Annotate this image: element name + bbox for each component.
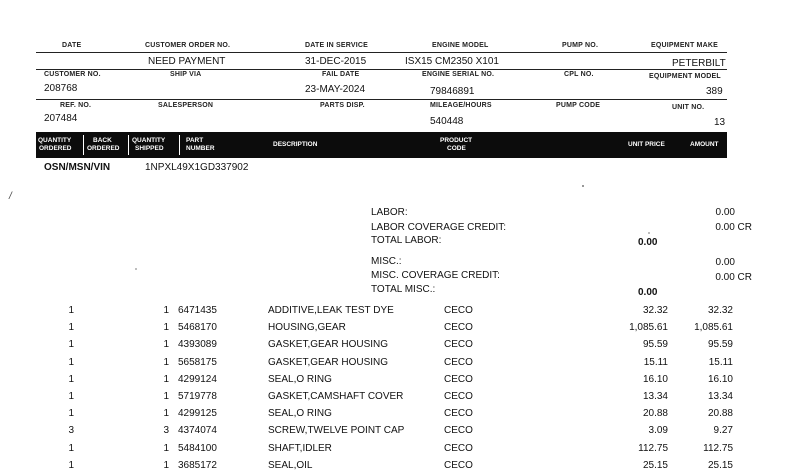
- col-part-number-line1: PART: [186, 137, 204, 144]
- item-description: ADDITIVE,LEAK TEST DYE: [268, 305, 394, 316]
- item-product-code: CECO: [444, 339, 473, 351]
- col-amount: AMOUNT: [690, 141, 719, 148]
- item-description: HOUSING,GEAR: [268, 322, 346, 334]
- osn-value: 1NPXL49X1GD337902: [145, 162, 249, 173]
- item-unit-price: 25.15: [642, 459, 668, 471]
- item-unit-price: 15.11: [643, 356, 668, 368]
- stray-mark: /: [9, 191, 12, 202]
- item-amount: 112.75: [703, 442, 733, 454]
- mileage-value: 540448: [430, 116, 464, 127]
- scan-speck: [648, 232, 650, 234]
- total-labor-label: TOTAL LABOR:: [371, 235, 442, 246]
- pump-no-label: PUMP NO.: [562, 42, 599, 49]
- item-description: GASKET,GEAR HOUSING: [268, 339, 389, 351]
- customer-no-value: 208768: [44, 83, 78, 94]
- col-back-ordered-line1: BACK: [93, 137, 112, 144]
- scan-speck: [582, 185, 584, 187]
- item-product-code: CECO: [444, 442, 473, 454]
- item-qty-ordered: 1: [68, 356, 74, 368]
- item-qty-ordered: 1: [68, 391, 74, 402]
- item-unit-price: 13.34: [642, 391, 668, 402]
- item-unit-price: 1,085.61: [629, 322, 668, 334]
- item-part-number: 4393089: [178, 339, 217, 351]
- pump-code-label: PUMP CODE: [556, 102, 601, 109]
- item-unit-price: 95.59: [642, 339, 668, 351]
- item-amount: 16.10: [707, 373, 733, 385]
- item-qty-ordered: 1: [68, 339, 74, 351]
- item-product-code: CECO: [444, 391, 473, 402]
- unit-no-label: UNIT NO.: [672, 104, 705, 111]
- equipment-make-value: PETERBILT: [672, 58, 726, 69]
- ref-no-value: 207484: [44, 113, 78, 124]
- customer-order-label: CUSTOMER ORDER NO.: [145, 42, 231, 49]
- equipment-model-value: 389: [706, 86, 723, 97]
- ref-no-label: REF. NO.: [60, 102, 92, 109]
- col-qty-ordered-line2: ORDERED: [39, 145, 72, 152]
- scan-speck: [135, 268, 137, 270]
- header-top-rule: [36, 52, 727, 53]
- column-header-bar: [36, 132, 727, 158]
- header-row2-rule: [36, 69, 727, 70]
- item-product-code: CECO: [444, 459, 473, 471]
- labor-credit-label: LABOR COVERAGE CREDIT:: [371, 222, 507, 233]
- item-part-number: 5719778: [178, 391, 217, 402]
- item-qty-shipped: 1: [163, 391, 169, 402]
- header-row3-rule: [36, 99, 727, 100]
- item-product-code: CECO: [444, 408, 473, 420]
- item-amount: 25.15: [707, 459, 733, 471]
- col-back-ordered-line2: ORDERED: [87, 145, 120, 152]
- engine-serial-value: 79846891: [430, 86, 475, 97]
- item-unit-price: 112.75: [638, 442, 668, 454]
- item-description: SEAL,OIL: [268, 459, 313, 471]
- item-amount: 15.11: [708, 356, 733, 368]
- item-description: SCREW,TWELVE POINT CAP: [268, 425, 405, 437]
- item-qty-ordered: 1: [68, 442, 74, 454]
- date-in-service-value: 31-DEC-2015: [305, 56, 367, 67]
- item-description: SEAL,O RING: [268, 408, 332, 420]
- misc-label: MISC.:: [371, 256, 402, 267]
- col-separator: [83, 135, 84, 155]
- date-in-service-label: DATE IN SERVICE: [305, 42, 369, 49]
- item-part-number: 4299124: [178, 373, 217, 385]
- item-amount: 32.32: [707, 305, 733, 316]
- col-qty-ordered-line1: QUANTITY: [38, 137, 72, 144]
- item-product-code: CECO: [444, 322, 473, 334]
- item-product-code: CECO: [444, 305, 473, 316]
- total-misc-value: 0.00: [638, 287, 658, 298]
- date-label: DATE: [62, 42, 82, 49]
- mileage-label: MILEAGE/HOURS: [430, 102, 492, 109]
- item-product-code: CECO: [444, 356, 473, 368]
- engine-serial-label: ENGINE SERIAL NO.: [422, 71, 495, 78]
- item-product-code: CECO: [444, 373, 473, 385]
- item-product-code: CECO: [444, 425, 473, 437]
- osn-label: OSN/MSN/VIN: [44, 162, 111, 173]
- cpl-no-label: CPL NO.: [564, 71, 594, 78]
- item-part-number: 3685172: [178, 459, 217, 471]
- misc-credit-value: 0.00 CR: [715, 272, 752, 283]
- equipment-model-label: EQUIPMENT MODEL: [649, 73, 721, 80]
- item-qty-shipped: 1: [163, 356, 169, 368]
- fail-date-value: 23-MAY-2024: [305, 84, 366, 95]
- item-qty-ordered: 1: [68, 459, 74, 471]
- labor-credit-value: 0.00 CR: [715, 222, 752, 233]
- item-qty-shipped: 1: [163, 459, 169, 471]
- col-separator: [179, 135, 180, 155]
- parts-disp-label: PARTS DISP.: [320, 102, 365, 109]
- item-qty-ordered: 3: [68, 425, 74, 437]
- item-amount: 20.88: [707, 408, 733, 420]
- item-part-number: 5658175: [178, 356, 217, 368]
- customer-order-value: NEED PAYMENT: [148, 56, 226, 67]
- labor-value: 0.00: [715, 207, 735, 218]
- misc-credit-label: MISC. COVERAGE CREDIT:: [371, 270, 500, 281]
- item-part-number: 5484100: [178, 442, 217, 454]
- item-description: SEAL,O RING: [268, 373, 332, 385]
- item-qty-shipped: 1: [163, 339, 169, 351]
- total-labor-value: 0.00: [638, 237, 658, 248]
- item-amount: 9.27: [713, 425, 733, 437]
- item-description: GASKET,GEAR HOUSING: [268, 356, 389, 368]
- ship-via-label: SHIP VIA: [170, 71, 202, 78]
- fail-date-label: FAIL DATE: [322, 71, 360, 78]
- item-qty-shipped: 1: [163, 373, 169, 385]
- item-unit-price: 3.09: [648, 425, 668, 437]
- total-misc-label: TOTAL MISC.:: [371, 284, 436, 295]
- item-qty-ordered: 1: [68, 373, 74, 385]
- item-part-number: 4299125: [178, 408, 217, 420]
- item-qty-ordered: 1: [68, 322, 74, 334]
- item-unit-price: 20.88: [642, 408, 668, 420]
- item-unit-price: 16.10: [642, 373, 668, 385]
- item-amount: 95.59: [707, 339, 733, 351]
- item-qty-shipped: 1: [163, 322, 169, 334]
- unit-no-value: 13: [714, 117, 726, 128]
- engine-model-value: ISX15 CM2350 X101: [405, 56, 499, 67]
- item-qty-ordered: 1: [68, 305, 74, 316]
- col-product-code-line2: CODE: [447, 145, 466, 152]
- item-description: SHAFT,IDLER: [268, 442, 332, 454]
- misc-value: 0.00: [715, 257, 735, 268]
- equipment-make-label: EQUIPMENT MAKE: [651, 42, 718, 49]
- col-qty-shipped-line2: SHIPPED: [135, 145, 164, 152]
- item-qty-ordered: 1: [68, 408, 74, 420]
- item-qty-shipped: 1: [163, 408, 169, 420]
- item-unit-price: 32.32: [642, 305, 668, 316]
- item-part-number: 6471435: [178, 305, 217, 316]
- col-description: DESCRIPTION: [273, 141, 318, 148]
- col-separator: [128, 135, 129, 155]
- col-unit-price: UNIT PRICE: [628, 141, 665, 148]
- col-qty-shipped-line1: QUANTITY: [132, 137, 166, 144]
- salesperson-label: SALESPERSON: [158, 102, 214, 109]
- item-qty-shipped: 3: [163, 425, 169, 437]
- item-amount: 13.34: [707, 391, 733, 402]
- customer-no-label: CUSTOMER NO.: [44, 71, 101, 78]
- labor-label: LABOR:: [371, 207, 408, 218]
- engine-model-label: ENGINE MODEL: [432, 42, 489, 49]
- item-qty-shipped: 1: [163, 442, 169, 454]
- col-product-code-line1: PRODUCT: [440, 137, 473, 144]
- item-amount: 1,085.61: [694, 322, 733, 334]
- item-part-number: 4374074: [178, 425, 217, 437]
- col-part-number-line2: NUMBER: [186, 145, 215, 152]
- item-part-number: 5468170: [178, 322, 217, 334]
- item-qty-shipped: 1: [163, 305, 169, 316]
- item-description: GASKET,CAMSHAFT COVER: [268, 391, 404, 402]
